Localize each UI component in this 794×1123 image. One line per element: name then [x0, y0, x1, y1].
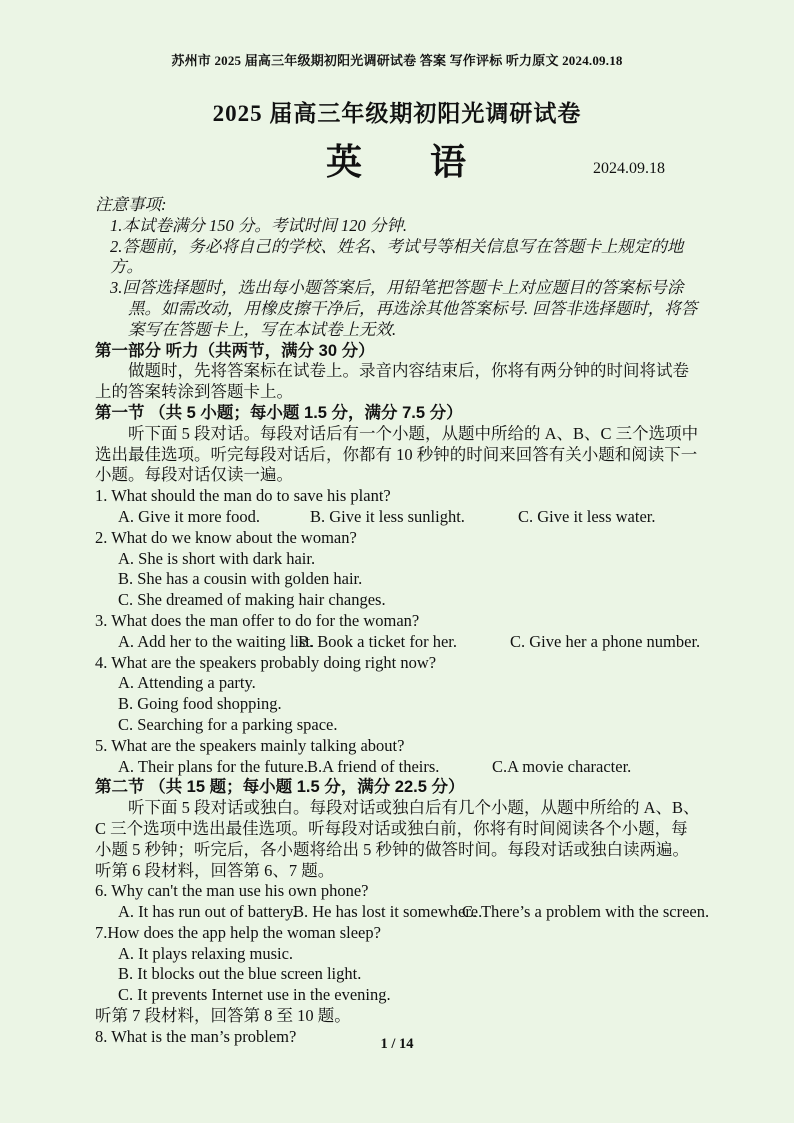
option-b: B. Going food shopping.	[118, 694, 282, 714]
option-b: B.A friend of theirs.	[307, 756, 440, 776]
question-8: 8. What is the man’s problem?	[95, 1026, 297, 1046]
option-c: C. Give her a phone number.	[510, 631, 701, 651]
question-7: 7.How does the app help the woman sleep?	[95, 922, 381, 942]
question-1: 1. What should the man do to save his plant?	[95, 486, 391, 506]
exam-body	[95, 195, 710, 1048]
question-2: 2. What do we know about the woman?	[95, 527, 357, 547]
exam-date: 2024.09.18	[593, 160, 665, 177]
option-a: A. Add her to the waiting list.	[118, 631, 315, 651]
question-3: 3. What does the man offer to do for the woman?	[95, 610, 420, 630]
option-a: A. She is short with dark hair.	[118, 548, 316, 568]
notice-item-1: 1.本试卷满分 150 分。考试时间 120 分钟.	[110, 215, 407, 235]
part1-intro: 做题时，先将答案标在试卷上。录音内容结束后，你将有两分钟的时间将试卷上的答案转涂到答题卡上。	[95, 361, 689, 402]
section2-intro: 听下面 5 段对话或独白。每段对话或独白后有几个小题，从题中所给的 A、B、C 三个选项中选出最佳选项。听每段对话或独白前，你将有时间阅读各个小题，每小题 5 秒钟；听完后，各小题将给出 5 秒钟的做答时间。每段对话或独白读两遍。	[95, 798, 700, 859]
option-b: B. Book a ticket for her.	[298, 631, 458, 651]
option-a: A. Attending a party.	[118, 673, 256, 693]
option-b: B. Give it less sunlight.	[310, 506, 465, 526]
section2-heading: 第二节 （共 15 题；每小题 1.5 分，满分 22.5 分）	[95, 778, 465, 797]
question-5: 5. What are the speakers mainly talking about?	[95, 735, 405, 755]
question-4: 4. What are the speakers probably doing right now?	[95, 652, 437, 672]
option-c: C. It prevents Internet use in the evening.	[118, 985, 391, 1005]
part1-heading: 第一部分 听力（共两节，满分 30 分）	[95, 341, 375, 360]
exam-title: 2025 届高三年级期初阳光调研试卷	[212, 101, 582, 126]
option-a: A. Give it more food.	[118, 506, 261, 526]
notice-item-3: 3.回答选择题时，选出每小题答案后，用铅笔把答题卡上对应题目的答案标号涂黑。如需改动，用橡皮擦干净后，再选涂其他答案标号. 回答非选择题时，将答案写在答题卡上，写在本试卷上无效.	[110, 278, 698, 339]
question-6-options	[95, 902, 710, 923]
option-b: B. He has lost it somewhere.	[293, 902, 483, 922]
question-6: 6. Why can't the man use his own phone?	[95, 881, 369, 901]
option-c: C.A movie character.	[492, 756, 632, 776]
option-b: B. It blocks out the blue screen light.	[118, 964, 362, 984]
option-c: C. There’s a problem with the screen.	[462, 902, 710, 922]
option-c: C. Give it less water.	[518, 506, 656, 526]
document-header-line: 苏州市 2025 届高三年级期初阳光调研试卷 答案 写作评标 听力原文 2024.09.18	[171, 53, 623, 68]
page-number: 1 / 14	[380, 1036, 414, 1052]
option-c: C. Searching for a parking space.	[118, 714, 338, 734]
option-a: A. It plays relaxing music.	[118, 943, 294, 963]
section1-intro: 听下面 5 段对话。每段对话后有一个小题，从题中所给的 A、B、C 三个选项中选出最佳选项。听完每段对话后，你都有 10 秒钟的时间来回答有关小题和阅读下一小题。每段对话仅读一遍。	[95, 423, 699, 485]
notice-heading: 注意事项:	[95, 195, 167, 214]
material-6-note: 听第 6 段材料，回答第 6、7 题。	[95, 860, 335, 880]
option-a: A. Their plans for the future.	[118, 756, 308, 776]
question-3-options	[95, 632, 700, 653]
subject-row	[0, 134, 794, 182]
option-b: B. She has a cousin with golden hair.	[118, 569, 363, 589]
subject-title: 英 语	[325, 142, 468, 182]
notice-item-2: 2.答题前，务必将自己的学校、姓名、考试号等相关信息写在答题卡上规定的地方。	[110, 236, 684, 277]
option-c: C. She dreamed of making hair changes.	[118, 590, 386, 610]
question-5-options	[95, 757, 700, 778]
option-a: A. It has run out of battery.	[118, 902, 297, 922]
section1-heading: 第一节 （共 5 小题；每小题 1.5 分，满分 7.5 分）	[95, 403, 463, 422]
question-1-options	[95, 507, 700, 528]
material-7-note: 听第 7 段材料，回答第 8 至 10 题。	[95, 1006, 351, 1026]
